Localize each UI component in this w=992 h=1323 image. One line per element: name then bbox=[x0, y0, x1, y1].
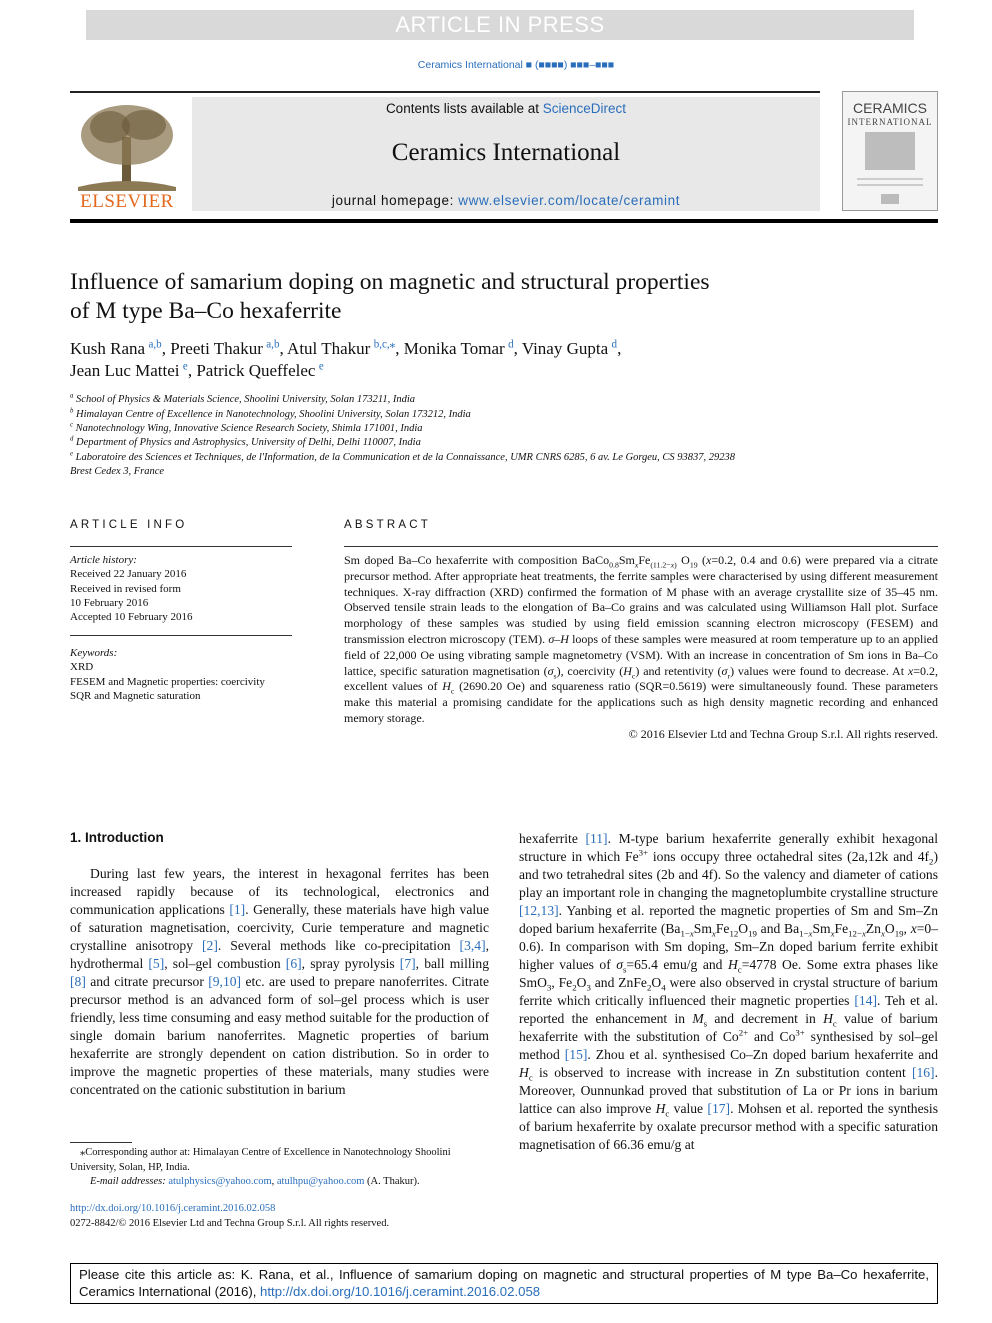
article-title bbox=[70, 268, 930, 326]
author-name[interactable]: Vinay Gupta bbox=[521, 339, 609, 358]
affiliation-text: School of Physics & Materials Science, Shoolini University, Solan 173211, India bbox=[76, 394, 415, 405]
corresponding-author-note: ⁎Corresponding author at: Himalayan Centre of Excellence in Nanotechnology Shoolini University, Solan, HP, India. bbox=[70, 1147, 451, 1173]
affiliation-d bbox=[70, 436, 930, 450]
cite-text: Please cite this article as: K. Rana, et al., Influence of samarium doping on magnetic and structural properties of M type Ba–Co hexaferrite, Ceramics International (2016), bbox=[79, 1267, 929, 1299]
author-separator: , bbox=[395, 339, 404, 358]
author-affiliation-marker[interactable]: d bbox=[508, 338, 514, 351]
contents-line bbox=[192, 101, 820, 116]
keywords bbox=[70, 646, 292, 703]
affiliation-marker: d bbox=[70, 435, 74, 443]
author-name[interactable]: Monika Tomar bbox=[403, 339, 505, 358]
intro-column-right: hexaferrite [11]. M-type barium hexaferrite generally exhibit hexagonal structure in which $Fe^{3+}$ ions occupy three octahedral sites (2a,12k and $4f_2$) and two tetrahedral sites (2b and 4f). So the valency and diameter of cations play an important role in changing the magnetoplumbite crystalline structure [12,13]. Yanbing et al. reported the magnetic properties of Sm and Sm–Zn doped barium hexaferrite ($Ba_{1-x}Sm_xFe_{12}O_{19}$ and $Ba_{1-x}Sm_xFe_{12-x}Zn_xO_{19}$, x=0–0.6). In comparison with Sm doping, Sm–Zn doped barium ferrite exhibit higher values of $\sigma_s=65.4$ emu/g and $H_c=4778$ Oe. Some extra phases like SmO$_3$, $Fe_2O_3$ and $ZnFe_2O_4$ were also observed in crystal structure of barium ferrite which critically influenced their magnetic properties [14]. Teh et al. reported the enhancement in $M_s$ and decrement in $H_c$ value of barium hexaferrite with the substitution of $Co^{2+}$ and $Co^{3+}$ synthesised by sol–gel method [15]. Zhou et al. synthesised Co–Zn doped barium hexaferrite and $H_c$ is observed to increase with increase in Zn substitution content [16]. Moreover, Ounnunkad proved that substitution of La or Pr ions in barium lattice can also improve $H_c$ value [17]. Mohsen et al. reported the synthesis of barium hexaferrite by oxalate precursor method with a specific saturation magnetisation of 66.36 emu/g at bbox=[519, 831, 939, 1152]
author-affiliation-marker[interactable]: e bbox=[318, 360, 324, 373]
author-affiliation-marker[interactable]: a,b bbox=[266, 338, 280, 351]
affiliation-text: Himalayan Centre of Excellence in Nanotechnology, Shoolini University, Solan 173212, India bbox=[76, 409, 471, 420]
cover-line bbox=[857, 184, 923, 186]
affiliation-b bbox=[70, 408, 930, 422]
history-item: 10 February 2016 bbox=[70, 596, 149, 609]
cover-line bbox=[857, 178, 923, 180]
contents-prefix: Contents lists available at bbox=[385, 101, 543, 116]
keywords-label: Keywords: bbox=[70, 647, 118, 659]
author-separator: , bbox=[279, 339, 288, 358]
keyword-item: XRD bbox=[70, 661, 94, 674]
author-name[interactable]: Jean Luc Mattei bbox=[70, 361, 180, 380]
affiliation-marker: e bbox=[70, 450, 74, 458]
copyright: © 2016 Elsevier Ltd and Techna Group S.r.l. All rights reserved. bbox=[628, 726, 938, 741]
affiliation-c bbox=[70, 422, 930, 436]
article-in-press-banner: ARTICLE IN PRESS bbox=[86, 10, 914, 40]
journal-header bbox=[192, 97, 820, 211]
keyword-item: SQR and Magnetic saturation bbox=[70, 689, 201, 702]
homepage-line bbox=[192, 193, 820, 208]
affiliation-e bbox=[70, 451, 930, 465]
cover-title: CERAMICS bbox=[853, 100, 927, 116]
affiliation-marker: a bbox=[70, 392, 74, 400]
author-name[interactable]: Patrick Queffelec bbox=[196, 361, 316, 380]
journal-name: Ceramics International bbox=[391, 139, 621, 166]
header-top-rule bbox=[70, 91, 820, 93]
keywords-rule bbox=[70, 635, 292, 636]
author-line-1 bbox=[70, 338, 930, 360]
journal-cover bbox=[842, 91, 938, 211]
cover-image bbox=[865, 132, 915, 170]
abstract-text: Sm doped Ba–Co hexaferrite with composition $BaCo_{0.8}Sm_xFe_{(11.2-x)}$ $O_{19}$ (x=0.2, 0.4 and 0.6) were prepared via a citrate precursor method. After appropriate heat treatments, the ferrite samples were characterised by using different measurement techniques. X-ray diffraction (XRD) confirmed the formation of M phase with an average crystallite size of 35–45 nm. Observed tensile strain leads to the elongation of Ba–Co grains and was calculated using Williamson Hall plot. Surface morphology of these samples was studied by using field emission scanning electron microscopy (FESEM) and transmission electron microscopy (TEM). σ–H loops of these samples were measured at room temperature up to an applied field of 22,000 Oe using vibrating sample magnetometry (VSM). With an increase in concentration of Sm ions in Ba–Co lattice, specific saturation magnetisation $(\sigma_s)$, coercivity $(H_c)$ and retentivity $(\sigma_r)$ values were found to decrease. At x=0.2, excellent values of $H_c$ (2690.20 Oe) and squareness ratio (SQR=0.5619) were simultaneously found. These parameters make this material a promising candidate for the applications such as high density magnetic recording and enhanced memory storage. © 2016 Elsevier Ltd and Techna Group S.r.l. All rights reserved. bbox=[344, 553, 938, 741]
doi-link[interactable] bbox=[70, 1202, 490, 1217]
homepage-link[interactable]: www.elsevier.com/locate/ceramint bbox=[458, 193, 681, 208]
author-affiliation-marker[interactable]: d bbox=[611, 338, 618, 351]
header-bottom-rule bbox=[70, 219, 938, 223]
issn-line: 0272-8842/© 2016 Elsevier Ltd and Techna Group S.r.l. All rights reserved. bbox=[70, 1218, 390, 1229]
article-info-rule bbox=[70, 546, 292, 547]
author-name[interactable]: Atul Thakur bbox=[287, 339, 371, 358]
email-link-2[interactable]: atulhpu@yahoo.com bbox=[276, 1176, 365, 1187]
doi-link-text[interactable]: http://dx.doi.org/10.1016/j.ceramint.2016.02.058 bbox=[70, 1203, 276, 1214]
cover-mark bbox=[881, 194, 899, 204]
author-name[interactable]: Kush Rana bbox=[70, 339, 146, 358]
author-separator: , bbox=[161, 339, 171, 358]
email-label: E-mail addresses: bbox=[90, 1176, 169, 1187]
abstract-rule bbox=[344, 546, 938, 547]
email-link-1[interactable]: atulphysics@yahoo.com bbox=[168, 1176, 272, 1187]
article-info-heading: ARTICLE INFO bbox=[70, 519, 188, 531]
cite-doi-link[interactable]: http://dx.doi.org/10.1016/j.ceramint.2016.02.058 bbox=[260, 1283, 541, 1299]
article-history bbox=[70, 553, 292, 624]
author-separator: , bbox=[513, 339, 522, 358]
author-affiliation-marker[interactable]: a,b bbox=[148, 338, 162, 351]
history-item: Accepted 10 February 2016 bbox=[70, 611, 193, 624]
affiliation-text: Nanotechnology Wing, Innovative Science Research Society, Shimla 171001, India bbox=[75, 423, 423, 434]
sciencedirect-link[interactable]: ScienceDirect bbox=[542, 101, 627, 116]
elsevier-logo bbox=[70, 97, 184, 211]
history-label: Article history: bbox=[70, 554, 137, 566]
title-line-2: of M type Ba–Co hexaferrite bbox=[70, 298, 342, 324]
author-name[interactable]: Preeti Thakur bbox=[170, 339, 263, 358]
affiliation-e-continued bbox=[70, 465, 930, 479]
history-item: Received in revised form bbox=[70, 582, 181, 595]
cover-subtitle: INTERNATIONAL bbox=[847, 117, 933, 127]
keyword-item: FESEM and Magnetic properties: coercivity bbox=[70, 675, 265, 688]
author-separator: , bbox=[187, 361, 197, 380]
affiliation-marker: b bbox=[70, 407, 74, 415]
running-citation: Ceramics International ■ (■■■■) ■■■–■■■ bbox=[417, 59, 615, 71]
intro-column-left: During last few years, the interest in hexagonal ferrites has been increased rapidly because of its technological, electronics and communication applications [1]. Generally, these materials have high value of saturation magnetisation, coercivity, Curie temperature and magnetic crystalline anisotropy [2]. Several methods like co-precipitation [3,4], hydrothermal [5], sol–gel combustion [6], spray pyrolysis [7], ball milling [8] and citrate precursor [9,10] etc. are used to prepare nanoferrites. Citrate precursor method is an advanced form of sol–gel process which is user friendly, less time consuming and easy method suitable for the production of single domain barium nanoferrites. Magnetic properties of barium hexaferrite are strongly dependent on cation distribution. So in order to improve the magnetic properties of these materials, many studies were concentrated on the cationic substitution in barium bbox=[70, 866, 490, 1097]
author-affiliation-marker[interactable]: e bbox=[182, 360, 188, 373]
author-line-2 bbox=[70, 360, 930, 382]
author-list bbox=[70, 338, 930, 382]
author-separator: , bbox=[617, 339, 622, 358]
introduction-heading: 1. Introduction bbox=[70, 830, 164, 845]
abstract-heading: ABSTRACT bbox=[344, 519, 431, 531]
footnote-rule bbox=[70, 1142, 132, 1143]
affiliation-text: Laboratoire des Sciences et Techniques, de l'Information, de la Communication et de la Connaissance, UMR CNRS 6285, 6 av. Le Gorgeu, CS 93837, 29238 bbox=[75, 452, 736, 463]
author-affiliation-marker[interactable]: b,c,⁎ bbox=[373, 338, 396, 351]
title-line-1: Influence of samarium doping on magnetic and structural properties bbox=[70, 269, 710, 295]
history-item: Received 22 January 2016 bbox=[70, 568, 187, 581]
affiliation-text: Department of Physics and Astrophysics, University of Delhi, Delhi 110007, India bbox=[76, 437, 421, 448]
cite-this-article-box bbox=[70, 1263, 938, 1304]
email-suffix: (A. Thakur). bbox=[364, 1176, 420, 1187]
affiliation-a bbox=[70, 393, 930, 407]
homepage-prefix: journal homepage: bbox=[331, 193, 459, 208]
email-note: E-mail addresses: atulphysics@yahoo.com, atulhpu@yahoo.com (A. Thakur). bbox=[90, 1176, 420, 1187]
elsevier-wordmark: ELSEVIER bbox=[80, 191, 174, 212]
affiliation-text: Brest Cedex 3, France bbox=[70, 466, 165, 477]
affiliation-marker: c bbox=[70, 421, 74, 429]
